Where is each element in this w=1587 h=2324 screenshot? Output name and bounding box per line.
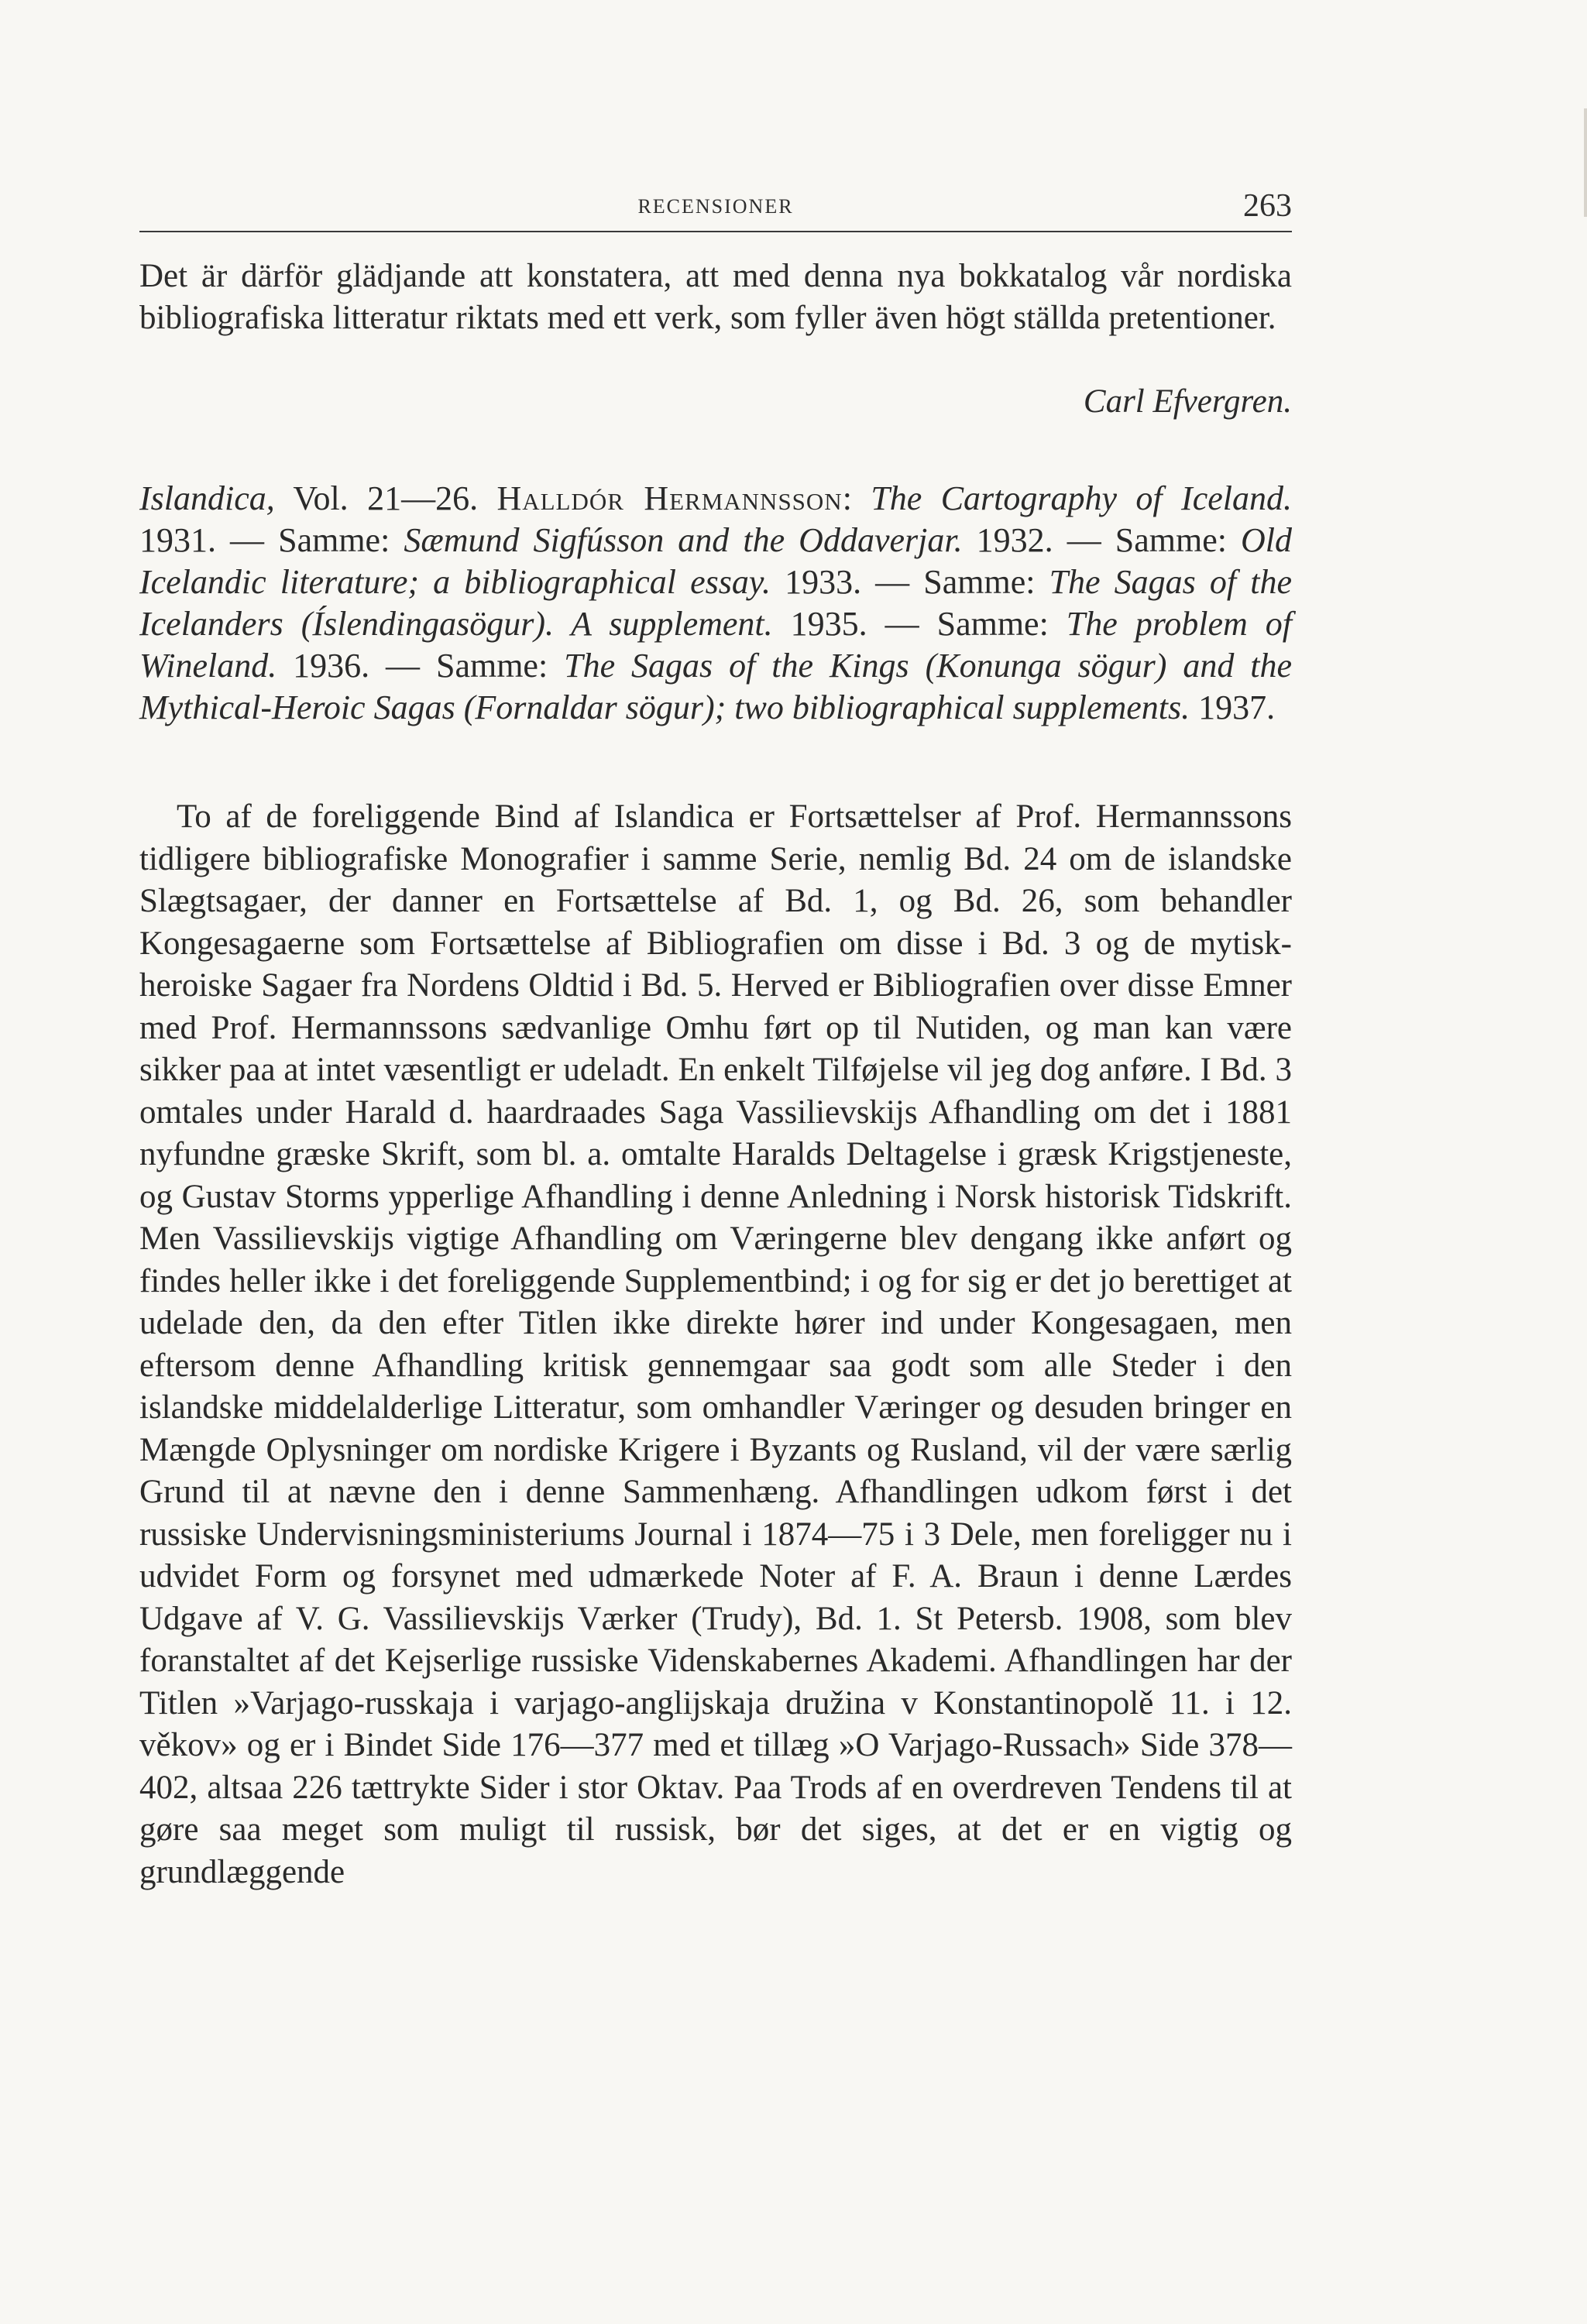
intro-paragraph: Det är därför glädjande att konstatera, att med denna nya bokkatalog vår nordiska bibliografiska litteratur riktats med ett verk, som fyller även högt ställda pretentioner.	[139, 258, 1292, 336]
author-colon: :	[842, 479, 871, 517]
year-3: 1933. — Samme:	[770, 563, 1049, 601]
year-1: 1931. — Samme:	[139, 521, 404, 559]
bibliographic-entry	[139, 478, 1292, 729]
review-paragraph: To af de foreliggende Bind af Islandica er Fortsættelser af Prof. Hermannssons tidligere bibliografiske Monografier i samme Serie, nemlig Bd. 24 om de islandske Slægtsagaer, der danner en Fortsættelse af Bd. 1, og Bd. 26, som behandler Kongesagaerne som Fortsættelse af Bibliografien om disse i Bd. 3 og de mytisk-heroiske Sagaer fra Nordens Oldtid i Bd. 5. Herved er Bibliografien over disse Emner med Prof. Hermannssons sædvanlige Omhu ført op til Nutiden, og man kan være sikker paa at intet væsentligt er udeladt. En enkelt Tilføjelse vil jeg dog anføre. I Bd. 3 omtales under Harald d. haardraades Saga Vassilievskijs Afhandling om det i 1881 nyfundne græske Skrift, som bl. a. omtalte Haralds Deltagelse i græsk Krigstjeneste, og Gustav Storms ypperlige Afhandling i denne Anledning i Norsk historisk Tidskrift. Men Vassilievskijs vigtige Afhandling om Væringerne blev dengang ikke anført og findes heller ikke i det foreliggende Supplementbind; i og for sig er det jo berettiget at udelade den, da den efter Titlen ikke direkte hører ind under Kongesagaen, men eftersom denne Afhandling kritisk gennemgaar saa godt som alle Steder i den islandske middelalderlige Litteratur, som omhandler Væringer og desuden bringer en Mængde Oplysninger om nordiske Krigere i Byzants og Rusland, vil der være særlig Grund til at nævne den i denne Sammenhæng. Afhandlingen udkom først i det russiske Undervisningsministeriums Journal i 1874—75 i 3 Dele, men foreligger nu i udvidet Form og forsynet med udmærkede Noter af F. A. Braun i denne Lærdes Udgave af V. G. Vassilievskijs Værker (Trudy), Bd. 1. St Petersb. 1908, som blev foranstaltet af det Kejserlige russiske Videnskabernes Akademi. Afhandlingen har der Titlen »Varjago-russkaja i varjago-anglijskaja družina v Konstantinopolě 11. i 12. věkov» og er i Bindet Side 176—377 med et tillæg »O Varjago-Russach» Side 378—402, altsaa 226 tættrykte Sider i stor Oktav. Paa Trods af en overdreven Tendens til at gøre saa meget som muligt til russisk, bør det siges, at det er en vigtig og grundlæggende	[139, 798, 1292, 1890]
year-6: 1937.	[1190, 688, 1276, 726]
year-2: 1932. — Samme:	[962, 521, 1242, 559]
volume-range: Vol. 21—26.	[274, 479, 497, 517]
reviewer-signature: Carl Efvergren.	[1083, 383, 1292, 420]
title-2: Sæmund Sigfússon and the Oddaverjar.	[404, 521, 963, 559]
year-4: 1935. — Samme:	[772, 605, 1067, 643]
year-5: 1936. — Samme:	[277, 647, 565, 685]
title-5: The problem of Wineland.	[139, 605, 1293, 685]
series-title: Islandica,	[139, 479, 275, 517]
title-4: The Sagas of the Icelanders (Íslendingasögur). A supplement.	[139, 563, 1292, 643]
page-edge	[1584, 108, 1587, 217]
page-header	[139, 188, 1292, 232]
running-head: RECENSIONER	[637, 195, 794, 218]
title-6: The Sagas of the Kings (Konunga sögur) and the Mythical-Heroic Sagas (Fornaldar sögur); two bibliographical supplements.	[139, 647, 1293, 726]
author-name: Halldór Hermannsson	[496, 479, 843, 517]
title-1: The Cartography of Iceland.	[871, 479, 1292, 517]
page-number: 263	[1243, 188, 1292, 224]
title-3: Old Icelandic literature; a bibliographical essay.	[139, 521, 1293, 601]
